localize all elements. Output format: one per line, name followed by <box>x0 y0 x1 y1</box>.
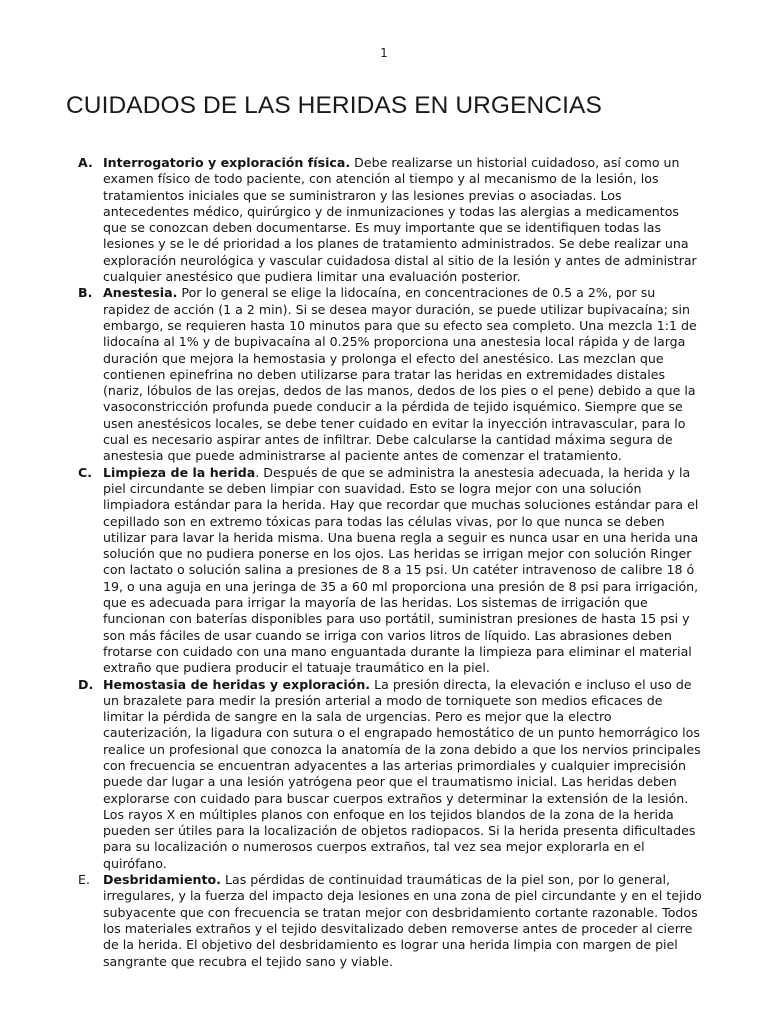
page-number: 1 <box>380 46 388 60</box>
section-e <box>0 872 703 970</box>
section-body <box>103 677 703 873</box>
section-heading: Desbridamiento. <box>103 872 221 888</box>
section-letter: A. <box>78 155 93 170</box>
section-text: Debe realizarse un historial cuidadoso, así como un examen físico de todo paciente, con atención al tiempo y al mecanismo de la lesión, los tratamientos iniciales que se suministraron y las lesiones previas o asociadas. Los antecedentes médico, quirúrgico y de inmunizaciones y todas las alergias a medicamentos que se conozcan deben documentarse. Es muy importante que se identifiquen todas las lesiones y se le dé prioridad a los planes de tratamiento administrados. Se debe realizar una exploración neurológica y vascular cuidadosa distal al sitio de la lesión y antes de administrar cualquier anestésico que pudiera limitar una evaluación posterior. <box>103 155 697 285</box>
section-text: Por lo general se elige la lidocaína, en concentraciones de 0.5 a 2%, por su rapidez de acción (1 a 2 min). Si se desea mayor duración, se puede utilizar bupivacaína; sin embargo, se requieren hasta 10 minutos para que su efecto sea completo. Una mezcla 1:1 de lidocaína al 1% y de bupivacaína al 0.25% proporciona una anestesia local rápida y de larga duración que mejora la hemostasia y prolonga el efecto del anestésico. Las mezclan que contienen epinefrina no deben utilizarse para tratar las heridas en extremidades distales (nariz, lóbulos de las orejas, dedos de las manos, dedos de los pies o el pene) debido a que la vasoconstricción profunda puede conducir a la pérdida de tejido isquémico. Siempre que se usen anestésicos locales, se debe tener cuidado en evitar la inyección intravascular, para lo cual es necesario aspirar antes de infiltrar. Debe calcularse la cantidad máxima segura de anestesia que puede administrarse al paciente antes de comenzar el tratamiento. <box>103 285 697 464</box>
section-body <box>103 285 703 464</box>
section-heading: Limpieza de la herida <box>103 464 256 480</box>
section-body <box>103 155 703 285</box>
section-body <box>103 465 703 677</box>
section-body <box>103 872 703 970</box>
section-d <box>0 677 703 873</box>
section-list <box>0 155 703 970</box>
section-letter: C. <box>78 464 93 480</box>
section-text: . Después de que se administra la anestesia adecuada, la herida y la piel circundante se deben limpiar con suavidad. Esto se logra mejor con una solución limpiadora estándar para la herida. Hay que recordar que muchas soluciones estándar para el cepillado son en extremo tóxicas para todas las células vivas, por lo que nunca se deben utilizar para lavar la herida misma. Una buena regla a seguir es nunca usar en una herida una solución que no pudiera ponerse en los ojos. Las heridas se irrigan mejor con solución Ringer con lactato o solución salina a presiones de 8 a 15 psi. Un catéter intravenoso de calibre 18 ó 19, o una aguja en una jeringa de 35 a 60 ml proporciona una presión de 8 psi para irrigación, que es adecuada para irrigar la mayoría de las heridas. Los sistemas de irrigación que funcionan con baterías disponibles para uso portátil, suministran presiones de hasta 15 psi y son más fáciles de usar cuando se irriga con varios litros de líquido. Las abrasiones deben frotarse con cuidado con una mano enguantada durante la limpieza para eliminar el material extraño que pudiera producir el tatuaje traumático en la piel. <box>103 464 699 676</box>
section-letter: D. <box>78 676 94 692</box>
section-b <box>0 285 703 464</box>
section-letter: B. <box>78 285 93 301</box>
section-letter: E. <box>78 872 90 888</box>
section-c <box>0 465 703 677</box>
section-a <box>0 155 703 285</box>
document-title: CUIDADOS DE LAS HERIDAS EN URGENCIAS <box>66 92 602 119</box>
section-heading: Hemostasia de heridas y exploración. <box>103 676 371 692</box>
section-heading: Interrogatorio y exploración física. <box>103 155 351 170</box>
section-text: La presión directa, la elevación e incluso el uso de un brazalete para medir la presión arterial a modo de torniquete son medios eficaces de limitar la pérdida de sangre en la sala de urgencias. Pero es mejor que la electro cauterización, la ligadura con sutura o el engrapado hemostático de un punto hemorrágico los realice un profesional que conozca la anatomía de la zona debido a que los nervios principales con frecuencia se encuentran adyacentes a las arterias primordiales y cualquier imprecisión puede dar lugar a una lesión yatrógena peor que el traumatismo inicial. Las heridas deben explorarse con cuidado para buscar cuerpos extraños y determinar la extensión de la lesión. Los rayos X en múltiples planos con enfoque en los tejidos blandos de la zona de la herida pueden ser útiles para la localización de objetos radiopacos. Si la herida presenta dificultades para su localización o numerosos cuerpos extraños, tal vez sea mejor explorarla en el quirófano. <box>103 676 701 871</box>
section-text: Las pérdidas de continuidad traumáticas de la piel son, por lo general, irregulares, y la fuerza del impacto deja lesiones en una zona de piel circundante y en el tejido subyacente que con frecuencia se tratan mejor con desbridamiento cortante razonable. Todos los materiales extraños y el tejido desvitalizado deben removerse antes de proceder al cierre de la herida. El objetivo del desbridamiento es lograr una herida limpia con margen de piel sangrante que recubra el tejido sano y viable. <box>103 872 702 969</box>
section-heading: Anestesia. <box>103 285 178 301</box>
